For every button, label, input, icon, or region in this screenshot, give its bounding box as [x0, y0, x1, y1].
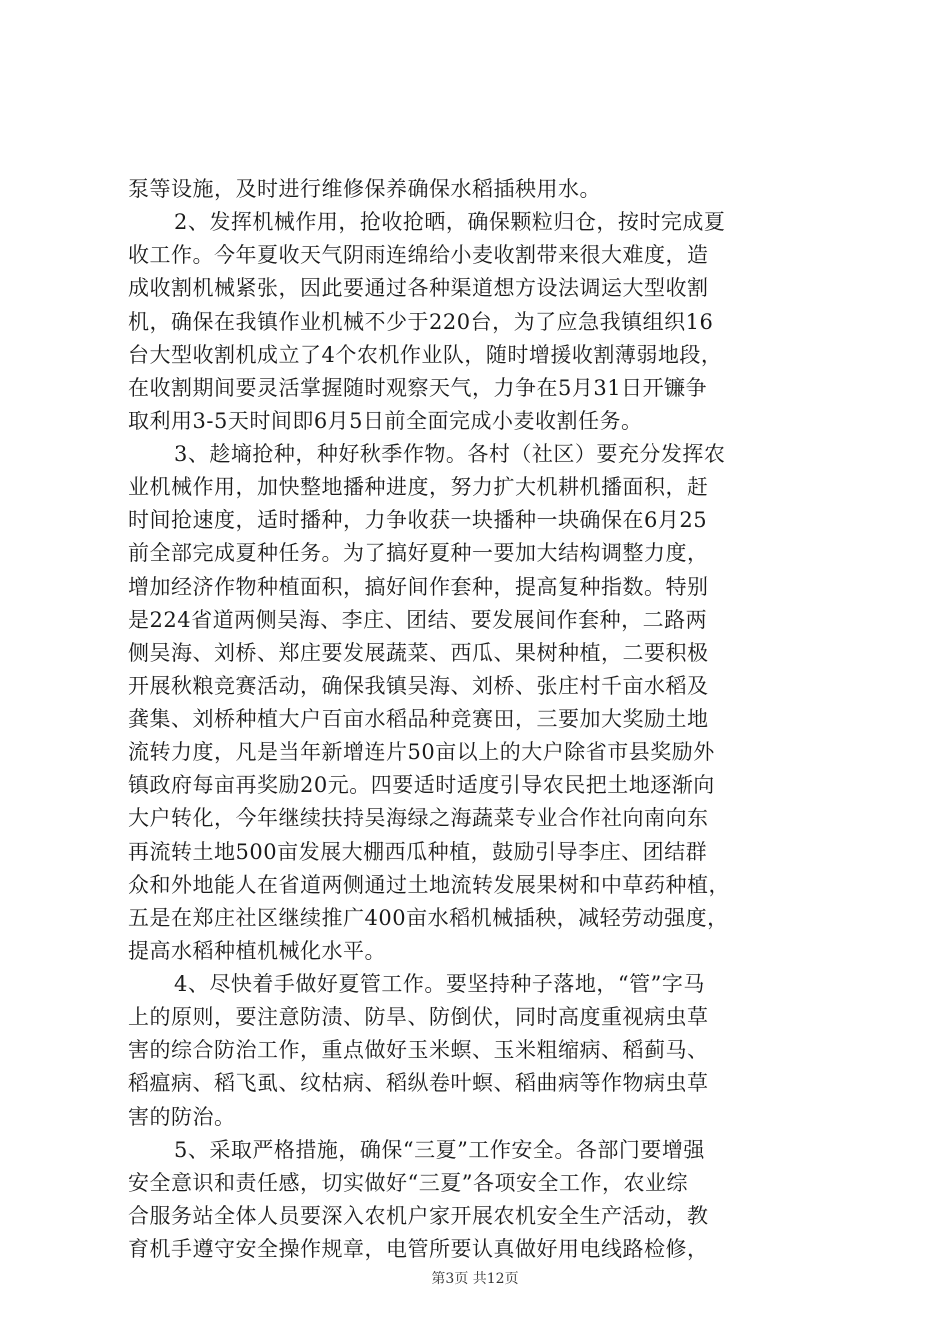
body-line: 五是在郑庄社区继续推广400亩水稻机械插秧，减轻劳动强度， — [128, 906, 729, 930]
body-line: 成收割机械紧张，因此要通过各种渠道想方设法调运大型收割 — [128, 276, 709, 300]
body-line: 开展秋粮竞赛活动，确保我镇吴海、刘桥、张庄村千亩水稻及 — [128, 674, 709, 698]
body-line: 侧吴海、刘桥、郑庄要发展蔬菜、西瓜、果树种植，二要积极 — [128, 641, 709, 665]
body-line: 在收割期间要灵活掌握随时观察天气，力争在5月31日开镰争 — [128, 376, 708, 400]
body-line: 业机械作用，加快整地播种进度，努力扩大机耕机播面积，赶 — [128, 475, 709, 499]
body-line: 机，确保在我镇作业机械不少于220台，为了应急我镇组织16 — [128, 310, 714, 334]
body-line: 安全意识和责任感，切实做好“三夏”各项安全工作，农业综 — [128, 1171, 688, 1195]
body-line: 增加经济作物种植面积，搞好间作套种，提高复种指数。特别 — [128, 575, 709, 599]
body-line: 3、趁墒抢种，种好秋季作物。各村（社区）要充分发挥农 — [174, 442, 726, 466]
body-line: 众和外地能人在省道两侧通过土地流转发展果树和中草药种植， — [128, 873, 730, 897]
body-line: 台大型收割机成立了4个农机作业队，随时增援收割薄弱地段， — [128, 343, 723, 367]
body-line: 收工作。今年夏收天气阴雨连绵给小麦收割带来很大难度，造 — [128, 243, 709, 267]
body-line: 合服务站全体人员要深入农机户家开展农机安全生产活动，教 — [128, 1204, 709, 1228]
body-line: 提高水稻种植机械化水平。 — [128, 939, 386, 963]
body-line: 2、发挥机械作用，抢收抢晒，确保颗粒归仓，按时完成夏 — [174, 210, 726, 234]
body-line: 取利用3-5天时间即6月5日前全面完成小麦收割任务。 — [128, 409, 643, 433]
body-line: 害的防治。 — [128, 1105, 236, 1129]
body-line: 5、采取严格措施，确保“三夏”工作安全。各部门要增强 — [174, 1138, 705, 1162]
body-line: 龚集、刘桥种植大户百亩水稻品种竞赛田，三要加大奖励土地 — [128, 707, 709, 731]
body-line: 大户转化，今年继续扶持吴海绿之海蔬菜专业合作社向南向东 — [128, 806, 709, 830]
page-number-footer: 第3页 共12页 — [431, 1271, 519, 1287]
body-line: 泵等设施，及时进行维修保养确保水稻插秧用水。 — [128, 177, 601, 201]
body-line: 再流转土地500亩发展大棚西瓜种植，鼓励引导李庄、团结群 — [128, 840, 708, 864]
body-line: 镇政府每亩再奖励20元。四要适时适度引导农民把土地逐渐向 — [128, 773, 715, 797]
body-line: 时间抢速度，适时播种，力争收获一块播种一块确保在6月25 — [128, 508, 708, 532]
body-line: 育机手遵守安全操作规章，电管所要认真做好用电线路检修， — [128, 1237, 709, 1261]
body-line: 害的综合防治工作，重点做好玉米螟、玉米粗缩病、稻蓟马、 — [128, 1038, 709, 1062]
body-line: 上的原则，要注意防渍、防旱、防倒伏，同时高度重视病虫草 — [128, 1005, 709, 1029]
body-line: 流转力度，凡是当年新增连片50亩以上的大户除省市县奖励外 — [128, 740, 715, 764]
body-line: 4、尽快着手做好夏管工作。要坚持种子落地，“管”字马 — [174, 972, 705, 996]
body-line: 是224省道两侧吴海、李庄、团结、要发展间作套种，二路两 — [128, 608, 708, 632]
body-line: 稻瘟病、稻飞虱、纹枯病、稻纵卷叶螟、稻曲病等作物病虫草 — [128, 1071, 709, 1095]
body-line: 前全部完成夏种任务。为了搞好夏种一要加大结构调整力度， — [128, 541, 709, 565]
